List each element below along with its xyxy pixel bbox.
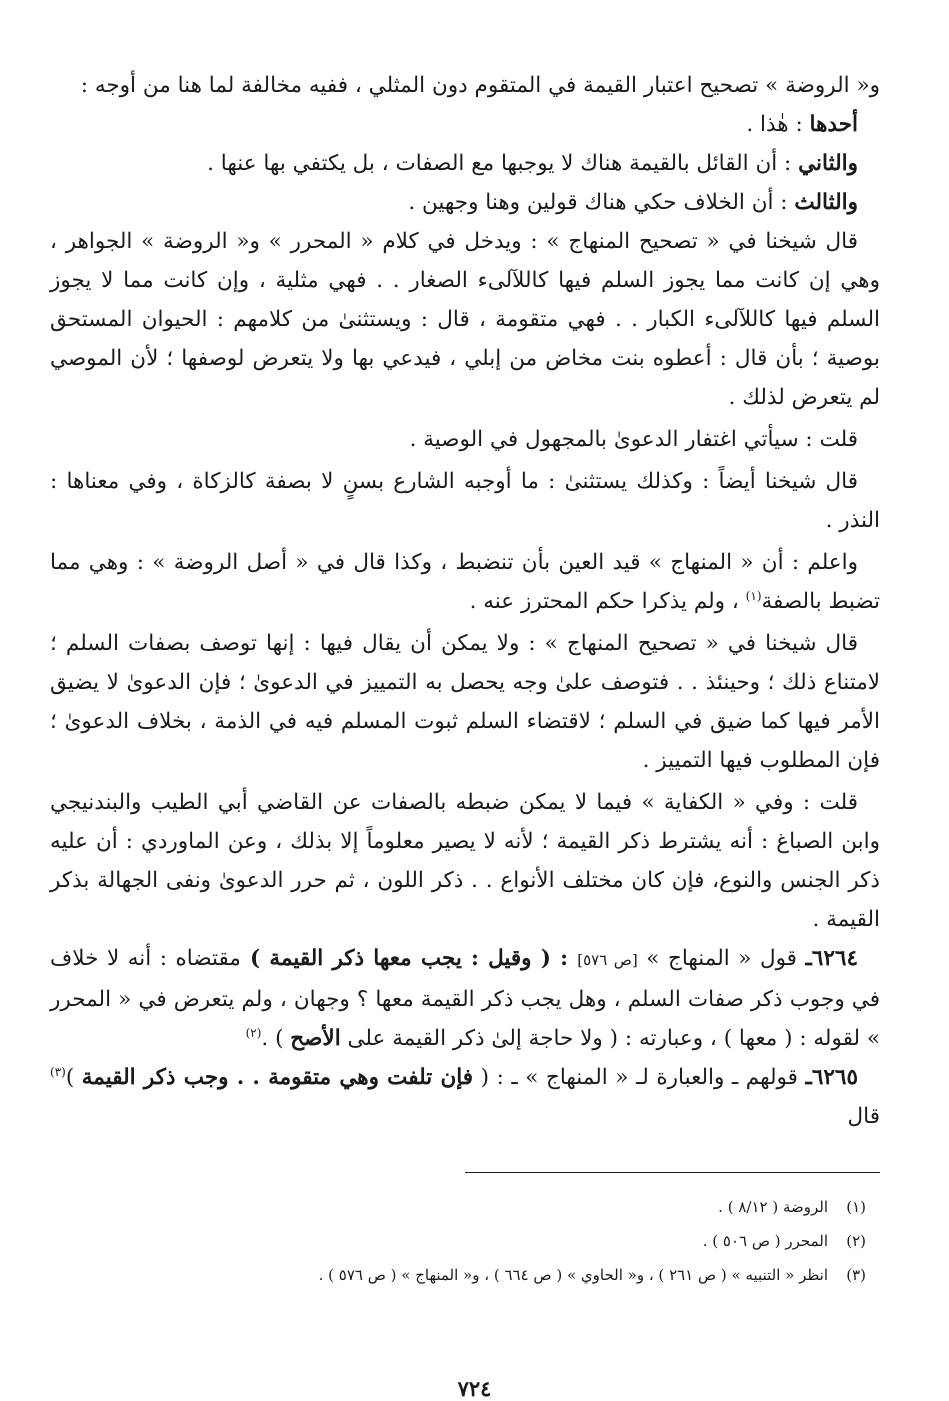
paragraph-intro: و« الروضة » تصحيح اعتبار القيمة في المتقوم دون المثلي ، ففيه مخالفة لما هنا من أوجه : bbox=[80, 73, 880, 98]
minhaj-text: واعلم : أن « المنهاج » قيد العين بأن تنضبط ، وكذا قال في « أصل الروضة » : وهي مما تضبط بالصفة bbox=[50, 550, 880, 614]
item-6264-intro: قول « المنهاج » bbox=[637, 946, 806, 971]
document-page bbox=[50, 66, 880, 1401]
item-6264-bold-tail: الأصح bbox=[290, 1026, 341, 1051]
footnotes bbox=[50, 1190, 866, 1292]
paragraph-jewels: قال شيخنا في « تصحيح المنهاج » : ويدخل في كلام « المحرر » و« الروضة » الجواهر ، وهي إن كانت مما يجوز السلم فيها كاللآلىء الصغار . . فهي مثلية ، وإن كانت مما لا يجوز السلم فيها كاللآلىء الكبار . . فهي متقومة ، قال : ويستثنىٰ من كلامهم : الحيوان المستحق بوصية ؛ بأن قال : أعطوه بنت مخاض من إبلي ، فيدعي بها ولا يتعرض لوصفها ؛ لأن الموصي لم يتعرض لذلك . bbox=[50, 229, 880, 410]
footnote-2-text: المحرر ( ص ٥٠٦ ) . bbox=[702, 1232, 828, 1250]
item-6264-quote: : ( وقيل : يجب معها ذكر القيمة ) bbox=[240, 946, 578, 971]
label-second: والثاني bbox=[798, 151, 858, 176]
footnote-1 bbox=[50, 1190, 866, 1224]
item-6265-quote: فإن تلفت وهي متقومة . . وجب ذكر القيمة bbox=[81, 1065, 474, 1090]
paragraph-wasiyya: قلت : سيأتي اغتفار الدعوىٰ بالمجهول في الوصية . bbox=[409, 427, 858, 452]
footnote-3 bbox=[50, 1258, 866, 1292]
footnote-2-number: (٢) bbox=[846, 1232, 866, 1250]
paragraph-third bbox=[50, 183, 880, 222]
footnote-divider bbox=[465, 1172, 880, 1173]
footnote-3-text: انظر « التنبيه » ( ص ٢٦١ ) ، و« الحاوي » ( ص ٦٦٤ ) ، و« المنهاج » ( ص ٥٧٦ ) . bbox=[318, 1266, 828, 1284]
footnote-mark-2: (٢) bbox=[245, 1025, 262, 1040]
footnote-1-text: الروضة ( ٨/١٢ ) . bbox=[718, 1198, 828, 1216]
paragraph-tamyiz: قال شيخنا في « تصحيح المنهاج » : ولا يمكن أن يقال فيها : إنها توصف بصفات السلم ؛ لامتناع ذلك ؛ وحينئذ . . فتوصف علىٰ وجه يحصل به التمييز في الدعوىٰ ؛ فإن الدعوىٰ لا يضيق الأمر فيها كما ضيق في السلم ؛ لاقتضاء السلم ثبوت المسلم فيه في الذمة ، بخلاف الدعوىٰ ؛ فإن المطلوب فيها التمييز . bbox=[50, 631, 880, 773]
footnote-mark-3: (٣) bbox=[50, 1064, 66, 1079]
footnote-1-number: (١) bbox=[846, 1198, 866, 1216]
item-6264-number: ٦٢٦٤ـ bbox=[805, 946, 858, 971]
footnote-2 bbox=[50, 1224, 866, 1258]
second-text: : أن القائل بالقيمة هناك لا يوجبها مع الصفات ، بل يكتفي بها عنها . bbox=[207, 151, 799, 176]
paragraph-second bbox=[50, 144, 880, 183]
paragraph-kifaya: قلت : وفي « الكفاية » فيما لا يمكن ضبطه بالصفات عن القاضي أبي الطيب والبندنيجي وابن الصباغ : أنه يشترط ذكر القيمة ؛ لأنه لا يصير معلوماً إلا بذلك ، وعن الماوردي : أن عليه ذكر الجنس والنوع، فإن كان مختلف الأنواع . . ذكر اللون ، ثم حرر الدعوىٰ ونفى الجهالة بذكر القيمة . bbox=[50, 790, 880, 932]
third-text: : أن الخلاف حكي هناك قولين وهنا وجهين . bbox=[408, 190, 795, 215]
first-text: : هٰذا . bbox=[746, 112, 810, 137]
paragraph-first bbox=[50, 105, 880, 144]
item-6264 bbox=[50, 939, 880, 1058]
item-6265-tail: قال bbox=[847, 1104, 880, 1129]
paragraph-zakat: قال شيخنا أيضاً : وكذلك يستثنىٰ : ما أوجبه الشارع بسنٍ لا بصفة كالزكاة ، وفي معناها : النذر . bbox=[50, 469, 880, 533]
paragraph-minhaj bbox=[50, 543, 880, 621]
label-first: أحدها bbox=[809, 112, 858, 137]
item-6265 bbox=[50, 1058, 880, 1136]
page-number: ٧٢٤ bbox=[457, 1376, 492, 1401]
footnote-mark-1: (١) bbox=[745, 588, 762, 603]
item-6265-close: ) bbox=[65, 1065, 82, 1090]
label-third: والثالث bbox=[794, 190, 858, 215]
minhaj-tail: ، ولم يذكرا حكم المحترز عنه . bbox=[469, 589, 746, 614]
item-6265-number: ٦٢٦٥ـ bbox=[805, 1065, 859, 1090]
footnote-3-number: (٣) bbox=[846, 1266, 866, 1284]
item-6265-intro: قولهم ـ والعبارة لـ « المنهاج » ـ : ( bbox=[473, 1065, 806, 1090]
item-6264-end: ) . bbox=[261, 1026, 291, 1051]
main-text bbox=[50, 66, 880, 1136]
item-6264-page-ref: [ص ٥٧٦] bbox=[577, 951, 638, 969]
item-6264-body: مقتضاه : أنه لا خلاف في وجوب ذكر صفات السلم ، وهل يجب ذكر القيمة معها ؟ وجهان ، ولم يتعرض في « المحرر » لقوله : ( معها ) ، وعبارته : ( ولا حاجة إلىٰ ذكر القيمة على bbox=[50, 946, 880, 1051]
